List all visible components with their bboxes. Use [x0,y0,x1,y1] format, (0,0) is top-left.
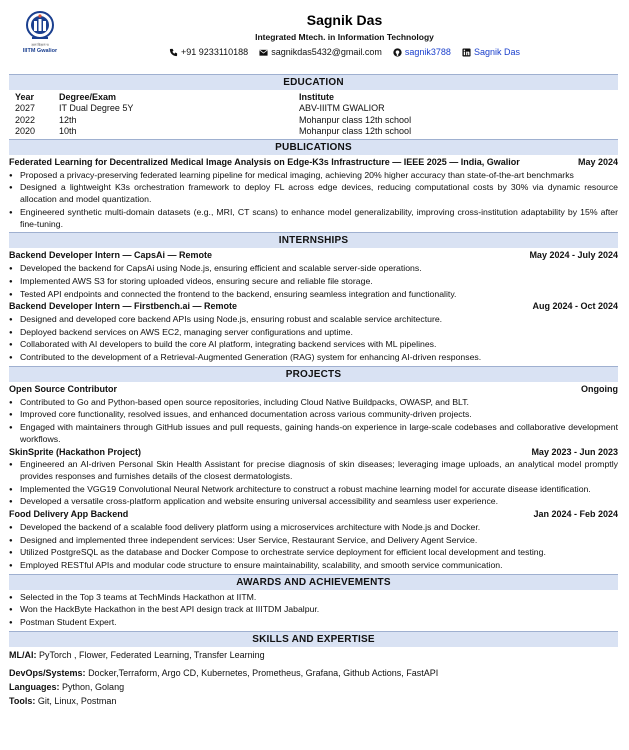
bullet-item: ● Developed the backend of a scalable food delivery platform using a microservices architecture with Node.js and Docker. [9,522,618,534]
internship-bullets [9,263,618,300]
logo-caption: ज्ञानं विज्ञानं च [31,43,49,47]
bullet-item: ● Deployed backend services on AWS EC2, managing server configurations and uptime. [9,327,618,339]
education-row [9,103,618,114]
award-item: ● Postman Student Expert. [9,617,618,629]
project-entry [9,384,618,446]
publication-entry [9,157,618,230]
education-heading: EDUCATION [9,74,618,90]
phone-number: +91 9233110188 [181,46,249,57]
internship-title: Backend Developer Intern — Firstbench.ai — Remote [9,301,238,312]
bullet-item: ● Implemented AWS S3 for storing uploaded videos, ensuring secure and reliable file storage. [9,276,618,288]
bullet-item: ● Collaborated with AI developers to build the core AI platform, integrating backend services with ML pipelines. [9,339,618,351]
project-date: Ongoing [581,383,618,394]
bullet-item: ● Developed the backend for CapsAi using Node.js, ensuring efficient and scalable server-side operations. [9,263,618,275]
skill-label: ML/AI: [9,649,37,660]
github-link[interactable]: sagnik3788 [404,46,451,57]
bullet-item: ● Engineered synthetic multi-domain datasets (e.g., MRI, CT scans) to enhance model generalizability, improving cross-institution adaptability by 15% after fine-tuning. [9,207,618,230]
skill-row-devops [9,667,618,679]
institute-logo [14,10,66,68]
bullet-item: ● Contributed to the development of a Retrieval-Augmented Generation (RAG) system for enhancing AI-driven responses. [9,352,618,364]
project-bullets [9,397,618,446]
skill-value: Python, Golang [62,682,125,693]
skill-label: DevOps/Systems: [9,668,86,679]
awards-list [9,592,618,629]
bullet-item: ● Tested API endpoints and connected the frontend to the backend, ensuring seamless integration and functionality. [9,289,618,301]
linkedin-icon [462,48,471,57]
project-entry [9,447,618,509]
bullet-item: ● Implemented the VGG19 Convolutional Neural Network architecture to construct a robust machine learning model for accurate disease identification. [9,484,618,496]
project-title: Food Delivery App Backend [9,509,129,520]
bullet-item: ● Designed a lightweight K3s orchestration framework to deploy FL across edge devices, reducing computational costs by 30% via dynamic resource allocation and model quantization. [9,182,618,205]
skills-heading: SKILLS AND EXPERTISE [9,631,618,647]
bullet-item: ● Engineered an AI-driven Personal Skin Health Assistant for precise diagnosis of skin diseases; leveraging image uploads, an analytical model promptly provides responses and furnishes details of the closest dermatologists. [9,459,618,482]
education-row [9,126,618,137]
project-title: SkinSprite (Hackathon Project) [9,446,142,457]
skill-row-tools [9,695,618,707]
github-icon [393,48,402,57]
skill-row-ml [9,649,618,661]
phone-icon [169,48,178,57]
internship-entry [9,301,618,364]
contact-bar [60,47,629,59]
internship-entry [9,250,618,300]
publication-bullets [9,170,618,231]
internship-date: May 2024 - July 2024 [529,250,618,261]
project-title: Open Source Contributor [9,383,117,394]
candidate-name: Sagnik Das [306,12,383,28]
education-institute: Mohanpur class 12th school [299,114,412,125]
project-date: May 2023 - Jun 2023 [531,446,618,457]
resume-body [9,72,618,710]
email-address: sagnikdas5432@gmail.com [271,46,382,57]
bullet-item: ● Employed RESTful APIs and modular code structure to ensure maintainability, scalability, and smooth service communication. [9,560,618,572]
bullet-item: ● Engaged with maintainers through GitHub issues and pull requests, gaining hands-on experience in large-scale codebases and collaborative development workflows. [9,422,618,445]
bullet-item: ● Designed and developed core backend APIs using Node.js, ensuring robust and scalable service architecture. [9,314,618,326]
bullet-item: ● Contributed to Go and Python-based open source repositories, including Cloud Native Buildpacks, OWASP, and BLT. [9,397,618,409]
education-degree: 10th [59,125,77,136]
bullet-item: ● Utilized PostgreSQL as the database and Docker Compose to orchestrate service deployment for efficient local development and testing. [9,547,618,559]
education-col-institute: Institute [299,92,334,102]
education-degree: 12th [59,114,77,125]
email-contact[interactable] [259,47,382,59]
education-col-degree: Degree/Exam [59,92,117,102]
internship-title: Backend Developer Intern — CapsAi — Remote [9,250,213,261]
skill-value: Git, Linux, Postman [37,696,117,707]
candidate-degree: Integrated Mtech. in Information Technology [255,31,434,42]
education-institute: ABV-IIITM GWALIOR [299,103,385,114]
education-institute: Mohanpur class 12th school [299,125,412,136]
bullet-item: ● Improved core functionality, resolved issues, and enhanced documentation across various community-driven projects. [9,409,618,421]
education-year: 2022 [15,114,36,125]
skill-label: Languages: [9,682,60,693]
education-header-row [9,92,618,103]
education-table [9,92,618,137]
award-item: ● Selected in the Top 3 teams at TechMinds Hackathon at IITM. [9,592,618,604]
internships-heading: INTERNSHIPS [9,232,618,248]
awards-heading: AWARDS AND ACHIEVEMENTS [9,574,618,590]
education-year: 2027 [15,103,36,114]
bullet-item: ● Developed a versatile cross-platform application and website ensuring universal accessibility and seamless user experience. [9,496,618,508]
skill-row-languages [9,681,618,693]
education-year: 2020 [15,125,36,136]
internship-date: Aug 2024 - Oct 2024 [532,301,618,312]
skill-label: Tools: [9,696,36,707]
project-entry [9,509,618,572]
publication-date: May 2024 [577,157,618,167]
skill-value: Docker,Terraform, Argo CD, Kubernetes, Prometheus, Grafana, Github Actions, FastAPI [88,668,439,679]
internship-bullets [9,314,618,364]
project-date: Jan 2024 - Feb 2024 [533,509,618,520]
email-icon [259,48,268,57]
phone-contact[interactable] [169,47,248,59]
publication-title: Federated Learning for Decentralized Medical Image Analysis on Edge-K3s Infrastructure — IEEE 2025 — India, Gwalior [9,157,520,167]
skill-value: PyTorch , Flower, Federated Learning, Transfer Learning [39,649,265,660]
education-row [9,115,618,126]
education-col-year: Year [15,92,35,102]
bullet-item: ● Proposed a privacy-preserving federated learning pipeline for medical imaging, achieving 20% higher accuracy than state-of-the-art benchmarks [9,170,618,182]
github-contact[interactable] [393,47,451,59]
institute-emblem-icon [25,10,55,44]
award-item: ● Won the HackByte Hackathon in the best API design track at IIITDM Jabalpur. [9,604,618,616]
education-degree: IT Dual Degree 5Y [59,103,134,114]
projects-heading: PROJECTS [9,366,618,382]
bullet-item: ● Designed and implemented three independent services: User Service, Restaurant Service, and Delivery Agent Service. [9,535,618,547]
resume-header [60,12,629,59]
project-bullets [9,459,618,508]
linkedin-link[interactable]: Sagnik Das [473,46,520,57]
logo-name: IIITM Gwalior [22,47,58,54]
publications-heading: PUBLICATIONS [9,139,618,155]
linkedin-contact[interactable] [462,47,520,59]
project-bullets [9,522,618,572]
